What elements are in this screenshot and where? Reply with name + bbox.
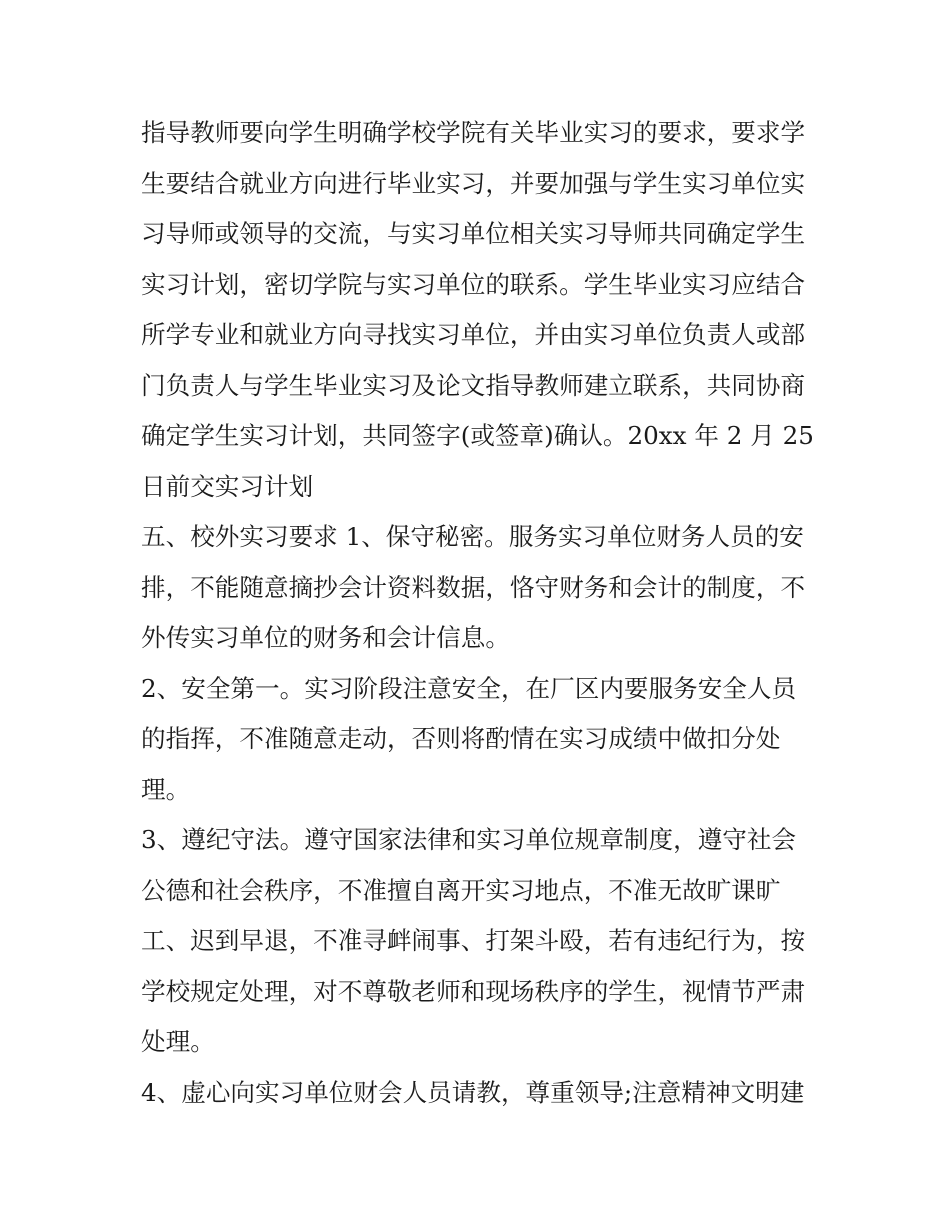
text-line: 门负责人与学生毕业实习及论文指导教师建立联系，共同协商 — [141, 370, 806, 400]
text-line: 的指挥，不准随意走动，否则将酌情在实习成绩中做扣分处 — [141, 724, 781, 753]
text-line: 处理。 — [141, 1027, 215, 1056]
text-line: 排，不能随意摘抄会计资料数据，恪守财务和会计的制度，不 — [141, 572, 806, 602]
text-line: 3、遵纪守法。遵守国家法律和实习单位规章制度，遵守社会 — [141, 825, 797, 854]
text-line: 确定学生实习计划，共同签字(或签章)确认。20xx 年 2 月 25 — [141, 421, 814, 450]
text-line: 习导师或领导的交流，与实习单位相关实习导师共同确定学生 — [141, 219, 806, 248]
text-line: 五、校外实习要求 1、保守秘密。服务实习单位财务人员的安 — [141, 522, 804, 551]
text-line: 日前交实习计划 — [141, 471, 314, 501]
text-line: 所学专业和就业方向寻找实习单位，并由实习单位负责人或部 — [141, 320, 806, 349]
text-line: 生要结合就业方向进行毕业实习，并要加强与学生实习单位实 — [141, 168, 806, 198]
text-line: 公德和社会秩序，不准擅自离开实习地点，不准无故旷课旷 — [141, 875, 781, 905]
text-line: 学校规定处理，对不尊敬老师和现场秩序的学生，视情节严肃 — [141, 976, 806, 1006]
text-line: 外传实习单位的财务和会计信息。 — [141, 623, 510, 652]
text-line: 2、安全第一。实习阶段注意安全，在厂区内要服务安全人员 — [141, 673, 797, 703]
text-line: 理。 — [141, 774, 191, 804]
text-line: 实习计划，密切学院与实习单位的联系。学生毕业实习应结合 — [141, 269, 806, 299]
body-text — [141, 108, 821, 1118]
text-line: 工、迟到早退，不准寻衅闹事、打架斗殴，若有违纪行为，按 — [141, 926, 806, 955]
text-line: 指导教师要向学生明确学校学院有关毕业实习的要求，要求学 — [141, 118, 806, 147]
text-line: 4、虚心向实习单位财会人员请教，尊重领导;注意精神文明建 — [141, 1077, 805, 1107]
